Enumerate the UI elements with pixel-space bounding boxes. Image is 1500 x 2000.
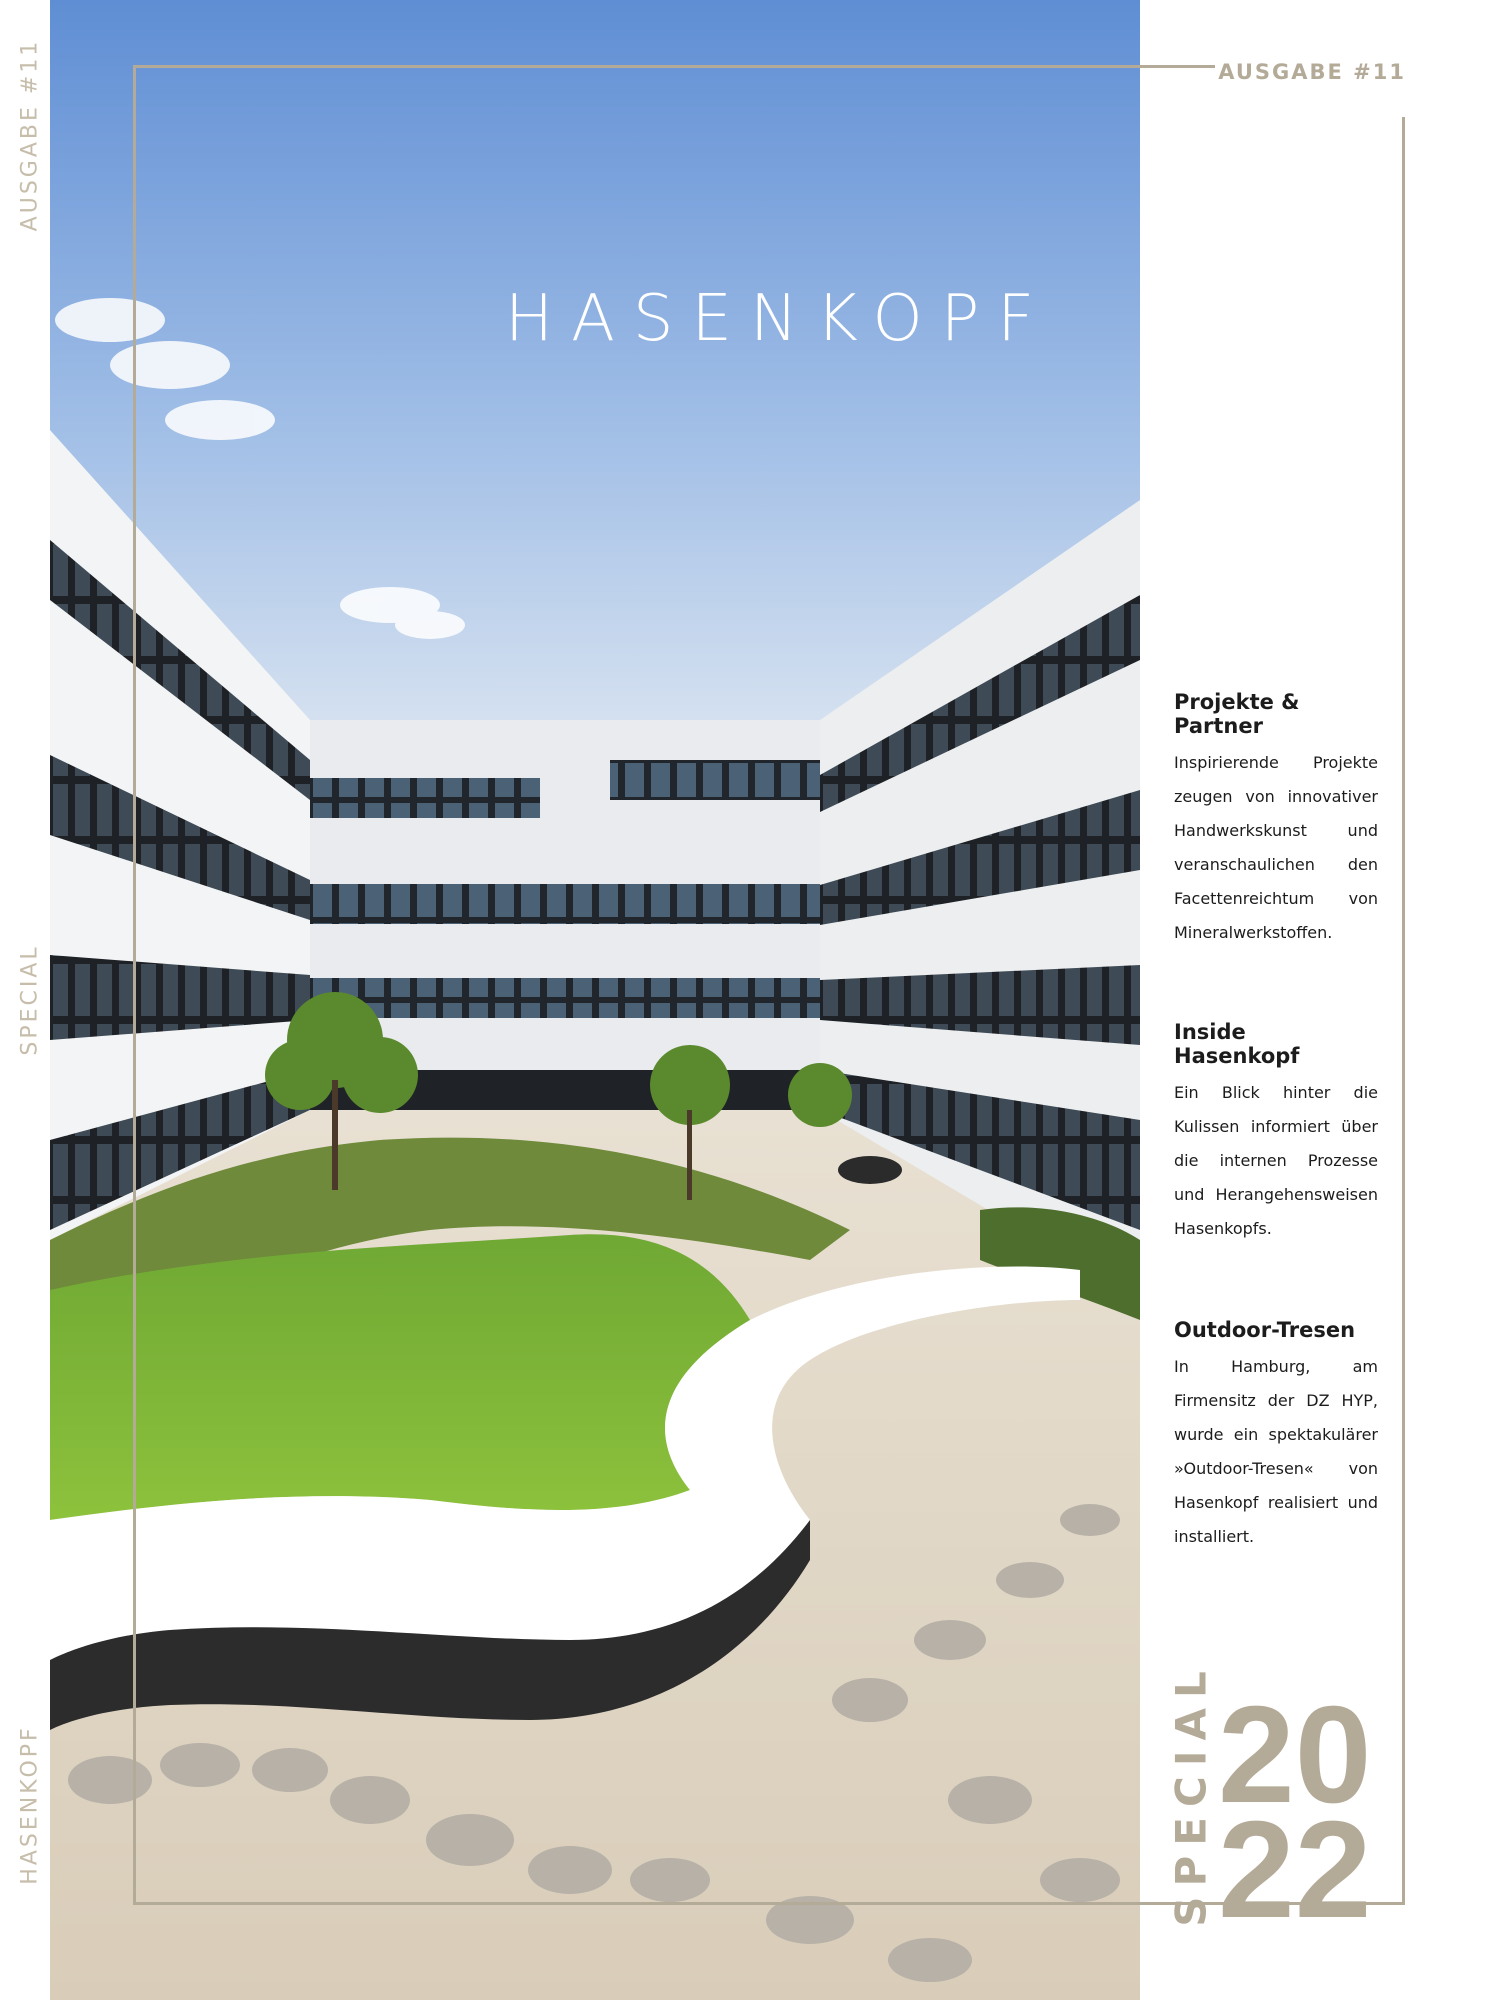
frame-line-right — [1402, 117, 1405, 1905]
frame-line-top — [133, 65, 1215, 68]
teaser-title: Inside Hasenkopf — [1174, 1020, 1300, 1068]
teaser-inside — [1174, 1020, 1378, 1246]
year-bottom: 22 — [1218, 1793, 1372, 1947]
issue-number: AUSGABE #11 — [1218, 60, 1406, 84]
teaser-title: Outdoor-Tresen — [1174, 1318, 1356, 1342]
teaser-body: In Hamburg, am Firmensitz der DZ HYP, wurde ein spektakulärer »Outdoor-Tresen« von Hasenkopf realisiert und installiert. — [1174, 1357, 1378, 1546]
year-top: 20 — [1218, 1678, 1372, 1832]
brand-title: HASENKOPF — [505, 282, 1053, 356]
teaser-projects — [1174, 690, 1378, 950]
teaser-body: Inspirierende Projekte zeugen von innovativer Handwerkskunst und veranschaulichen den Facettenreichtum von Mineralwerkstoffen. — [1174, 753, 1378, 942]
teaser-title: Projekte & Partner — [1174, 690, 1300, 738]
teaser-outdoor — [1174, 1318, 1378, 1554]
teaser-body: Ein Blick hinter die Kulissen informiert über die internen Prozesse und Herangehensweisen Hasenkopfs. — [1174, 1083, 1378, 1238]
frame-line-left — [133, 65, 136, 1905]
